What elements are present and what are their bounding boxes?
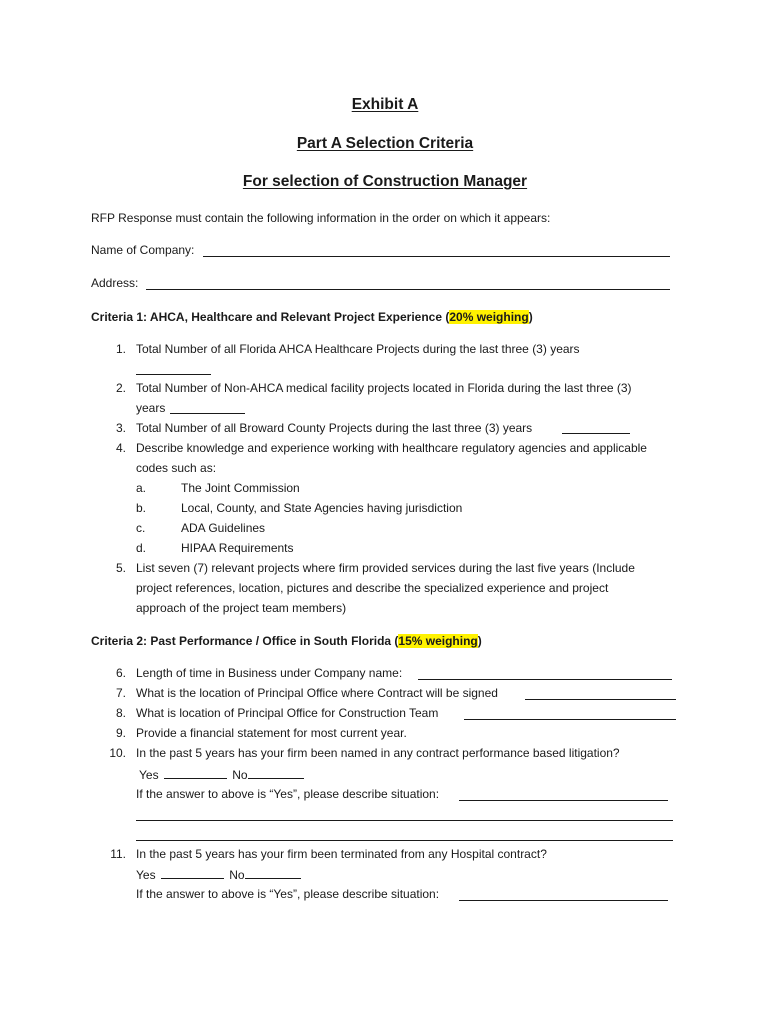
- sub-list-item: [136, 500, 463, 516]
- exhibit-title: Exhibit A: [351, 96, 419, 113]
- item-text-continued: years: [136, 401, 166, 415]
- yes-label: Yes: [136, 868, 156, 882]
- sub-list-item: [136, 520, 266, 536]
- item-text: Provide a financial statement for most current year.: [136, 726, 407, 740]
- yes-no-row: [139, 766, 304, 783]
- no-label: No: [229, 868, 245, 882]
- item3-answer-field[interactable]: [562, 433, 630, 434]
- company-field[interactable]: [203, 256, 670, 257]
- sub-list-item: [136, 480, 300, 496]
- item-number: 9.: [115, 726, 126, 740]
- item-number: 1.: [115, 342, 126, 356]
- no-answer-field[interactable]: [248, 766, 304, 779]
- yes-no-row: [136, 866, 301, 883]
- item-text: What is location of Principal Office for Construction Team: [136, 706, 439, 720]
- item-text: Total Number of all Florida AHCA Healthcare Projects during the last three (3) years: [136, 342, 580, 356]
- criteria2-heading: [91, 633, 482, 649]
- sub-item-letter: d.: [136, 541, 147, 555]
- intro-text: RFP Response must contain the following information in the order on which it appears:: [91, 211, 551, 225]
- item-number: 2.: [115, 381, 126, 395]
- item6-answer-field[interactable]: [418, 679, 672, 680]
- item2-answer-field[interactable]: [170, 413, 245, 414]
- sub-item-text: Local, County, and State Agencies having jurisdiction: [181, 501, 463, 515]
- describe-answer-line[interactable]: [136, 840, 673, 841]
- address-label: Address:: [91, 276, 139, 290]
- item-text: Describe knowledge and experience working with healthcare regulatory agencies and applicable: [136, 441, 647, 455]
- sub-item-letter: c.: [136, 521, 146, 535]
- item-number: 5.: [115, 561, 126, 575]
- item7-answer-field[interactable]: [525, 699, 676, 700]
- sub-item-letter: b.: [136, 501, 147, 515]
- yes-answer-field[interactable]: [161, 866, 224, 879]
- item1-answer-field[interactable]: [136, 374, 211, 375]
- criteria1-heading-text: Criteria 1: AHCA, Healthcare and Relevant Project Experience (: [91, 310, 450, 324]
- item-number: 3.: [115, 421, 126, 435]
- item-text-continued: project references, location, pictures and describe the specialized experience and project: [136, 581, 609, 595]
- item-text-continued: codes such as:: [136, 461, 217, 475]
- yes-label: Yes: [139, 768, 159, 782]
- item-text: What is the location of Principal Office where Contract will be signed: [136, 686, 498, 700]
- describe-answer-field[interactable]: [459, 800, 668, 801]
- item-text: Total Number of all Broward County Projects during the last three (3) years: [136, 421, 533, 435]
- sub-list-item: [136, 540, 294, 556]
- describe-answer-line[interactable]: [136, 820, 673, 821]
- criteria2-weight: 15% weighing: [398, 634, 478, 648]
- part-title: Part A Selection Criteria: [296, 135, 474, 152]
- company-label: Name of Company:: [91, 243, 195, 257]
- item-text: Total Number of Non-AHCA medical facility projects located in Florida during the last three (3): [136, 381, 632, 395]
- criteria2-heading-text: Criteria 2: Past Performance / Office in South Florida (: [91, 634, 399, 648]
- describe-label: If the answer to above is “Yes”, please describe situation:: [136, 787, 440, 801]
- item-number: 11.: [110, 847, 126, 861]
- item-number: 8.: [115, 706, 126, 720]
- criteria1-heading-close: ): [528, 310, 533, 324]
- item-text: Length of time in Business under Company name:: [136, 666, 403, 680]
- item8-answer-field[interactable]: [464, 719, 676, 720]
- item-number: 10.: [109, 746, 126, 760]
- yes-answer-field[interactable]: [164, 766, 227, 779]
- sub-item-letter: a.: [136, 481, 147, 495]
- address-field[interactable]: [146, 289, 670, 290]
- purpose-title: For selection of Construction Manager: [242, 173, 528, 190]
- sub-item-text: HIPAA Requirements: [181, 541, 294, 555]
- item-text: List seven (7) relevant projects where firm provided services during the last five years (Include: [136, 561, 635, 575]
- describe-label: If the answer to above is “Yes”, please describe situation:: [136, 887, 440, 901]
- criteria1-weight: 20% weighing: [449, 310, 529, 324]
- sub-item-text: The Joint Commission: [181, 481, 300, 495]
- item-number: 4.: [115, 441, 126, 455]
- item-number: 7.: [115, 686, 126, 700]
- no-answer-field[interactable]: [245, 866, 301, 879]
- item-text: In the past 5 years has your firm been terminated from any Hospital contract?: [136, 847, 547, 861]
- criteria2-heading-close: ): [477, 634, 482, 648]
- sub-item-text: ADA Guidelines: [181, 521, 266, 535]
- no-label: No: [232, 768, 248, 782]
- describe-answer-field[interactable]: [459, 900, 668, 901]
- criteria1-heading: [91, 309, 533, 325]
- item-text: In the past 5 years has your firm been named in any contract performance based litigation?: [136, 746, 620, 760]
- item-number: 6.: [115, 666, 126, 680]
- item-text-continued: approach of the project team members): [136, 601, 347, 615]
